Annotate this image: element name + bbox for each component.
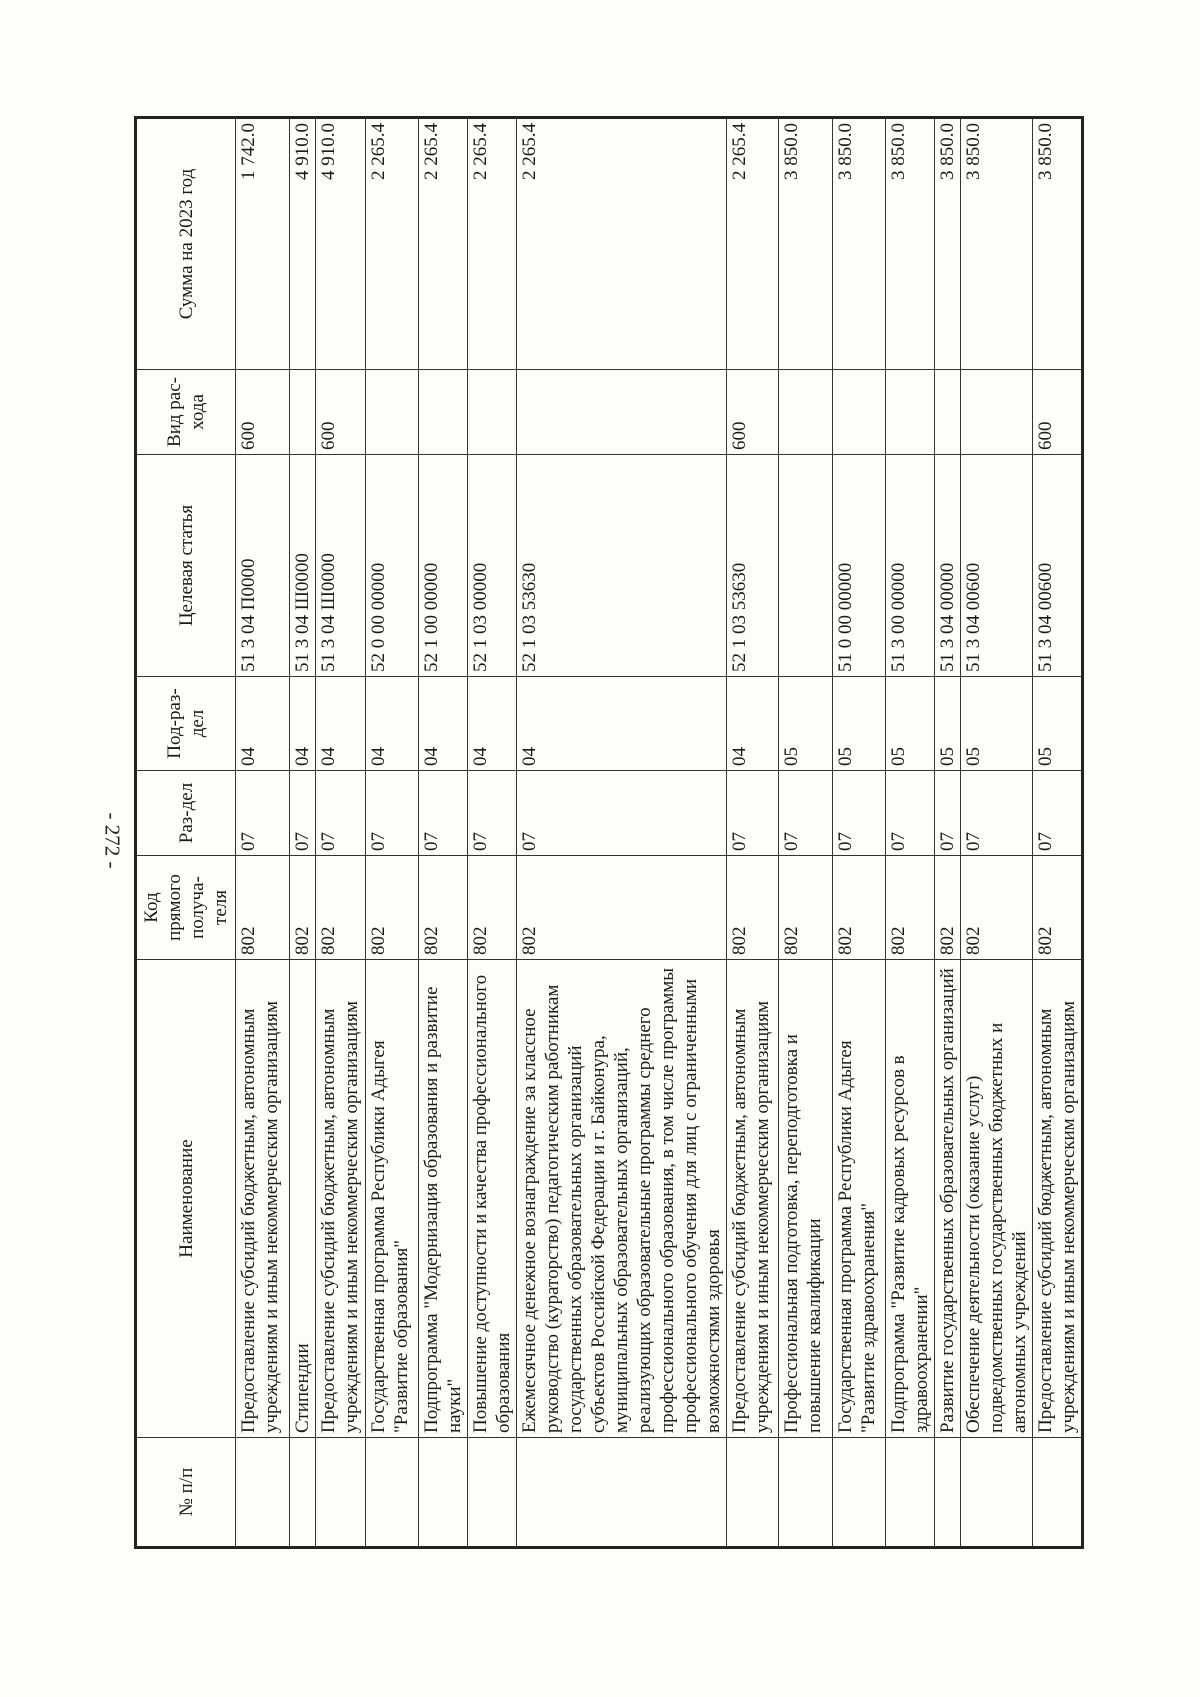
page-number — [92, 790, 132, 890]
row-section: 07 — [236, 771, 290, 856]
row-expense-type: 600 — [1033, 370, 1083, 455]
row-recipient-code: 802 — [236, 856, 290, 960]
table-row — [727, 118, 779, 1548]
row-recipient-code: 802 — [961, 856, 1033, 960]
table-row — [316, 118, 366, 1548]
table-row — [935, 118, 961, 1548]
row-subsection: 04 — [366, 677, 419, 771]
row-section: 07 — [779, 771, 833, 856]
row-name: Государственная программа Республики Адыгея "Развитие здравоохранения" — [833, 960, 886, 1438]
row-section: 07 — [290, 771, 316, 856]
row-name: Государственная программа Республики Адыгея "Развитие образования" — [366, 960, 419, 1438]
row-recipient-code: 802 — [886, 856, 935, 960]
row-name: Предоставление субсидий бюджетным, автономным учреждениям и иным некоммерческим организациям — [236, 960, 290, 1438]
row-amount: 4 910.0 — [290, 118, 316, 370]
row-amount: 2 265.4 — [419, 118, 468, 370]
row-name: Ежемесячное денежное вознаграждение за классное руководство (кураторство) педагогическим работникам государственных образовательных организаций субъектов Российской Федерации и г. Байконура, муниципальных образовательных организаций, реализующих образовательные программы среднего профессионального образования, в том числе программы профессионального обучения для лиц с ограниченными возможностями здоровья — [517, 960, 727, 1438]
header-subsection: Под-раз-дел — [136, 677, 236, 771]
row-section: 07 — [961, 771, 1033, 856]
row-section: 07 — [935, 771, 961, 856]
row-name: Предоставление субсидий бюджетным, автономным учреждениям и иным некоммерческим организациям — [1033, 960, 1083, 1438]
header-recipient-code: Код прямого получа-теля — [136, 856, 236, 960]
row-subsection: 04 — [468, 677, 517, 771]
row-number — [727, 1438, 779, 1548]
row-target-article: 52 1 03 00000 — [468, 455, 517, 677]
header-name: Наименование — [136, 960, 236, 1438]
row-subsection: 04 — [236, 677, 290, 771]
table-row — [468, 118, 517, 1548]
table-row — [419, 118, 468, 1548]
row-amount: 1 742.0 — [236, 118, 290, 370]
row-target-article — [779, 455, 833, 677]
table-row — [886, 118, 935, 1548]
row-section: 07 — [366, 771, 419, 856]
header-number: № п/п — [136, 1438, 236, 1548]
row-expense-type — [833, 370, 886, 455]
header-expense-type: Вид рас-хода — [136, 370, 236, 455]
row-recipient-code: 802 — [833, 856, 886, 960]
row-recipient-code: 802 — [290, 856, 316, 960]
header-target-article: Целевая статья — [136, 455, 236, 677]
row-expense-type — [517, 370, 727, 455]
table-row — [961, 118, 1033, 1548]
row-expense-type: 600 — [236, 370, 290, 455]
row-number — [779, 1438, 833, 1548]
row-subsection: 04 — [517, 677, 727, 771]
row-amount: 2 265.4 — [468, 118, 517, 370]
row-recipient-code: 802 — [517, 856, 727, 960]
row-target-article: 52 0 00 00000 — [366, 455, 419, 677]
row-amount: 2 265.4 — [727, 118, 779, 370]
table-row — [290, 118, 316, 1548]
row-section: 07 — [316, 771, 366, 856]
row-amount: 3 850.0 — [833, 118, 886, 370]
row-subsection: 05 — [779, 677, 833, 771]
row-expense-type — [886, 370, 935, 455]
row-target-article: 51 3 00 00000 — [886, 455, 935, 677]
row-name: Обеспечение деятельности (оказание услуг) подведомственных государственных бюджетных и автономных учреждений — [961, 960, 1033, 1438]
row-number — [316, 1438, 366, 1548]
row-recipient-code: 802 — [1033, 856, 1083, 960]
row-expense-type — [779, 370, 833, 455]
table-row — [1033, 118, 1083, 1548]
row-section: 07 — [1033, 771, 1083, 856]
row-subsection: 05 — [886, 677, 935, 771]
row-subsection: 04 — [290, 677, 316, 771]
row-expense-type — [366, 370, 419, 455]
row-recipient-code: 802 — [468, 856, 517, 960]
page-number-text: - 272 - — [100, 812, 125, 868]
header-amount-2023: Сумма на 2023 год — [136, 118, 236, 370]
row-number — [236, 1438, 290, 1548]
row-amount: 3 850.0 — [935, 118, 961, 370]
row-recipient-code: 802 — [419, 856, 468, 960]
table-row — [236, 118, 290, 1548]
row-expense-type — [935, 370, 961, 455]
row-target-article: 52 1 03 53630 — [517, 455, 727, 677]
row-name: Предоставление субсидий бюджетным, автономным учреждениям и иным некоммерческим организациям — [316, 960, 366, 1438]
row-target-article: 51 3 04 Ш0000 — [316, 455, 366, 677]
row-section: 07 — [833, 771, 886, 856]
table-header-row — [136, 118, 236, 1548]
table-row — [779, 118, 833, 1548]
row-target-article: 51 0 00 00000 — [833, 455, 886, 677]
row-amount: 3 850.0 — [779, 118, 833, 370]
row-amount: 3 850.0 — [886, 118, 935, 370]
row-number — [366, 1438, 419, 1548]
row-expense-type — [290, 370, 316, 455]
row-number — [961, 1438, 1033, 1548]
row-expense-type — [961, 370, 1033, 455]
header-section: Раз-дел — [136, 771, 236, 856]
row-number — [468, 1438, 517, 1548]
row-name: Предоставление субсидий бюджетным, автономным учреждениям и иным некоммерческим организациям — [727, 960, 779, 1438]
row-subsection: 05 — [961, 677, 1033, 771]
row-subsection: 04 — [419, 677, 468, 771]
row-target-article: 52 1 03 53630 — [727, 455, 779, 677]
row-number — [517, 1438, 727, 1548]
row-target-article: 51 3 04 Ш0000 — [290, 455, 316, 677]
row-recipient-code: 802 — [366, 856, 419, 960]
table-row — [833, 118, 886, 1548]
table-row — [517, 118, 727, 1548]
table-row — [366, 118, 419, 1548]
row-section: 07 — [468, 771, 517, 856]
row-target-article: 51 3 04 00600 — [961, 455, 1033, 677]
row-name: Повышение доступности и качества профессионального образования — [468, 960, 517, 1438]
row-expense-type — [468, 370, 517, 455]
row-name: Подпрограмма "Модернизация образования и развитие науки" — [419, 960, 468, 1438]
row-number — [833, 1438, 886, 1548]
rotated-table-wrapper — [134, 119, 1079, 1549]
row-amount: 3 850.0 — [1033, 118, 1083, 370]
row-expense-type: 600 — [727, 370, 779, 455]
row-number — [1033, 1438, 1083, 1548]
row-name: Профессиональная подготовка, переподготовка и повышение квалификации — [779, 960, 833, 1438]
budget-table — [134, 116, 1084, 1549]
row-number — [886, 1438, 935, 1548]
row-name: Развитие государственных образовательных организаций — [935, 960, 961, 1438]
row-recipient-code: 802 — [727, 856, 779, 960]
row-name: Стипендии — [290, 960, 316, 1438]
row-section: 07 — [419, 771, 468, 856]
row-number — [935, 1438, 961, 1548]
row-target-article: 51 3 04 00600 — [1033, 455, 1083, 677]
row-recipient-code: 802 — [935, 856, 961, 960]
row-section: 07 — [727, 771, 779, 856]
row-recipient-code: 802 — [779, 856, 833, 960]
row-number — [290, 1438, 316, 1548]
row-amount: 2 265.4 — [517, 118, 727, 370]
row-subsection: 04 — [316, 677, 366, 771]
row-expense-type — [419, 370, 468, 455]
row-target-article: 51 3 04 00000 — [935, 455, 961, 677]
row-amount: 4 910.0 — [316, 118, 366, 370]
row-number — [419, 1438, 468, 1548]
row-recipient-code: 802 — [316, 856, 366, 960]
row-section: 07 — [886, 771, 935, 856]
row-section: 07 — [517, 771, 727, 856]
row-amount: 3 850.0 — [961, 118, 1033, 370]
row-subsection: 05 — [833, 677, 886, 771]
row-subsection: 04 — [727, 677, 779, 771]
row-expense-type: 600 — [316, 370, 366, 455]
row-target-article: 52 1 00 00000 — [419, 455, 468, 677]
row-subsection: 05 — [1033, 677, 1083, 771]
row-name: Подпрограмма "Развитие кадровых ресурсов в здравоохранении" — [886, 960, 935, 1438]
row-subsection: 05 — [935, 677, 961, 771]
row-amount: 2 265.4 — [366, 118, 419, 370]
row-target-article: 51 3 04 П0000 — [236, 455, 290, 677]
